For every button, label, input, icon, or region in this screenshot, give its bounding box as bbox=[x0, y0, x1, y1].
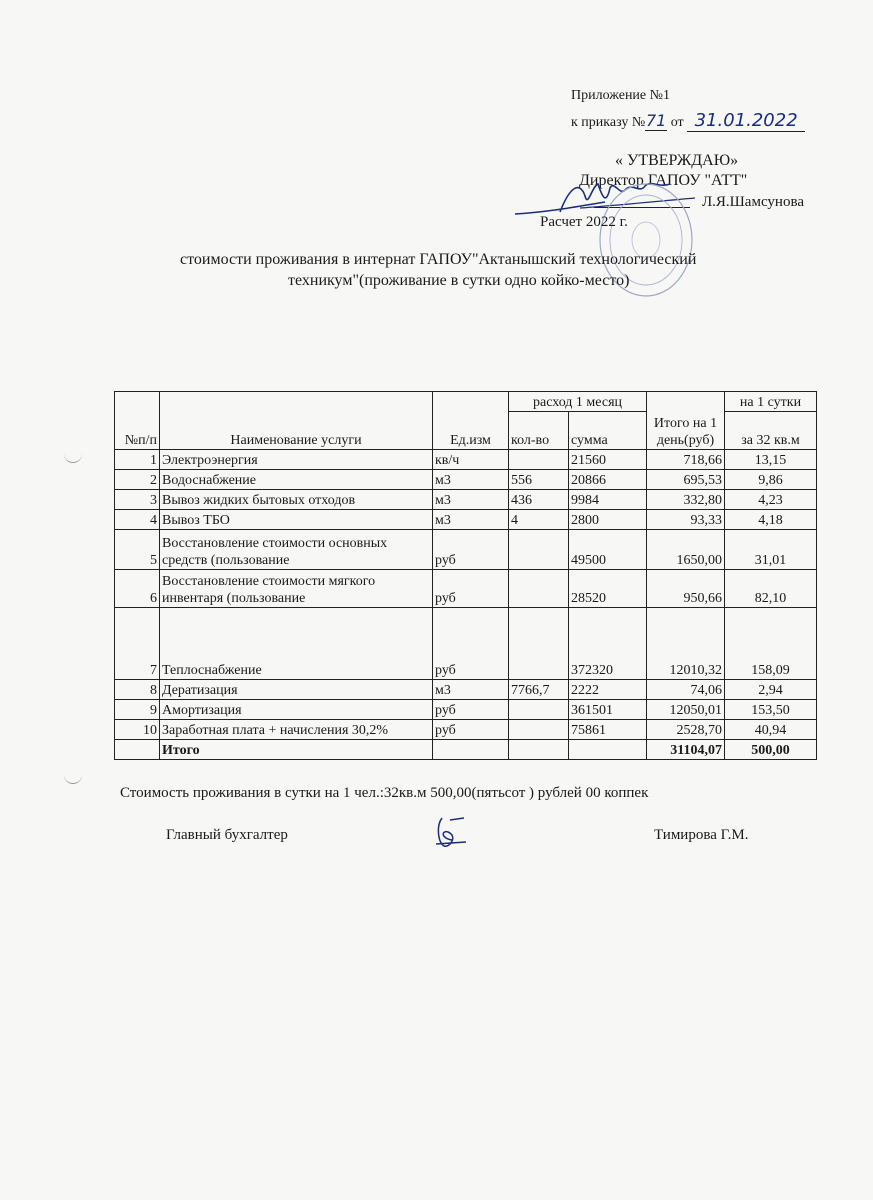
header-num: №п/п bbox=[115, 392, 160, 450]
row-service: Вывоз жидких бытовых отходов bbox=[160, 490, 433, 510]
row-service: Теплоснабжение bbox=[160, 608, 433, 680]
header-service-name: Наименование услуги bbox=[160, 392, 433, 450]
total-empty bbox=[433, 740, 509, 760]
order-prefix: к приказу № bbox=[571, 115, 646, 130]
table-row bbox=[115, 720, 817, 740]
row-sum: 361501 bbox=[569, 700, 647, 720]
row-per: 13,15 bbox=[725, 450, 817, 470]
table-row bbox=[115, 700, 817, 720]
row-unit: руб bbox=[433, 700, 509, 720]
cost-summary-line: Стоимость проживания в сутки на 1 чел.:32кв.м 500,00(пятьсот ) рублей 00 коппек bbox=[120, 785, 649, 801]
row-sum: 9984 bbox=[569, 490, 647, 510]
row-day: 74,06 bbox=[647, 680, 725, 700]
row-service: Заработная плата + начисления 30,2% bbox=[160, 720, 433, 740]
punch-hole-mark bbox=[64, 773, 82, 784]
header-qty: кол-во bbox=[509, 412, 569, 450]
accountant-signature bbox=[430, 812, 470, 852]
row-sum: 2222 bbox=[569, 680, 647, 700]
order-from: от bbox=[670, 115, 684, 130]
table-row bbox=[115, 680, 817, 700]
row-qty bbox=[509, 530, 569, 570]
row-day: 93,33 bbox=[647, 510, 725, 530]
row-service: Водоснабжение bbox=[160, 470, 433, 490]
row-service: Дератизация bbox=[160, 680, 433, 700]
row-unit: м3 bbox=[433, 470, 509, 490]
calculation-year-title: Расчет 2022 г. bbox=[540, 214, 628, 230]
row-qty: 4 bbox=[509, 510, 569, 530]
row-service: Электроэнергия bbox=[160, 450, 433, 470]
row-number: 9 bbox=[115, 700, 160, 720]
total-label: Итого bbox=[160, 740, 433, 760]
header-day-group: на 1 сутки bbox=[725, 392, 817, 412]
row-unit: руб bbox=[433, 570, 509, 608]
table-row bbox=[115, 470, 817, 490]
order-number: 71 bbox=[646, 111, 667, 130]
table-row bbox=[115, 450, 817, 470]
row-number: 6 bbox=[115, 570, 160, 608]
row-qty: 436 bbox=[509, 490, 569, 510]
order-date: 31.01.2022 bbox=[687, 110, 805, 132]
row-unit: м3 bbox=[433, 510, 509, 530]
row-per: 4,23 bbox=[725, 490, 817, 510]
row-number: 3 bbox=[115, 490, 160, 510]
row-day: 1650,00 bbox=[647, 530, 725, 570]
row-service: Восстановление стоимости основных средств (пользование bbox=[160, 530, 433, 570]
row-day: 950,66 bbox=[647, 570, 725, 608]
total-empty bbox=[115, 740, 160, 760]
row-unit: кв/ч bbox=[433, 450, 509, 470]
calculation-title-line2: техникум"(проживание в сутки одно койко-место) bbox=[288, 272, 630, 289]
row-per: 82,10 bbox=[725, 570, 817, 608]
row-unit: м3 bbox=[433, 490, 509, 510]
accountant-name: Тимирова Г.М. bbox=[654, 827, 749, 843]
total-empty bbox=[569, 740, 647, 760]
row-number: 8 bbox=[115, 680, 160, 700]
row-per: 4,18 bbox=[725, 510, 817, 530]
row-unit: руб bbox=[433, 530, 509, 570]
row-per: 9,86 bbox=[725, 470, 817, 490]
row-day: 12010,32 bbox=[647, 608, 725, 680]
row-per: 31,01 bbox=[725, 530, 817, 570]
row-sum: 21560 bbox=[569, 450, 647, 470]
row-sum: 20866 bbox=[569, 470, 647, 490]
row-number: 7 bbox=[115, 608, 160, 680]
row-day: 2528,70 bbox=[647, 720, 725, 740]
row-number: 4 bbox=[115, 510, 160, 530]
row-service: Амортизация bbox=[160, 700, 433, 720]
row-sum: 49500 bbox=[569, 530, 647, 570]
director-name: Л.Я.Шамсунова bbox=[702, 194, 804, 210]
row-qty: 556 bbox=[509, 470, 569, 490]
punch-hole-mark bbox=[64, 452, 82, 463]
row-sum: 372320 bbox=[569, 608, 647, 680]
row-unit: руб bbox=[433, 720, 509, 740]
row-day: 332,80 bbox=[647, 490, 725, 510]
cost-calculation-table bbox=[114, 391, 817, 760]
row-per: 158,09 bbox=[725, 608, 817, 680]
accountant-title: Главный бухгалтер bbox=[166, 827, 288, 843]
header-sum: сумма bbox=[569, 412, 647, 450]
total-row bbox=[115, 740, 817, 760]
row-qty bbox=[509, 450, 569, 470]
row-qty bbox=[509, 720, 569, 740]
header-per-32: за 32 кв.м bbox=[725, 412, 817, 450]
row-per: 153,50 bbox=[725, 700, 817, 720]
row-number: 10 bbox=[115, 720, 160, 740]
table-row bbox=[115, 530, 817, 570]
order-line bbox=[571, 110, 805, 132]
row-number: 2 bbox=[115, 470, 160, 490]
row-sum: 75861 bbox=[569, 720, 647, 740]
header-month-group: расход 1 месяц bbox=[509, 392, 647, 412]
row-number: 5 bbox=[115, 530, 160, 570]
row-sum: 2800 bbox=[569, 510, 647, 530]
director-title: Директор ГАПОУ "АТТ" bbox=[579, 172, 748, 189]
approve-label: « УТВЕРЖДАЮ» bbox=[615, 152, 739, 169]
table-row bbox=[115, 608, 817, 680]
row-per: 40,94 bbox=[725, 720, 817, 740]
row-unit: руб bbox=[433, 608, 509, 680]
row-day: 12050,01 bbox=[647, 700, 725, 720]
table-row bbox=[115, 510, 817, 530]
row-service: Вывоз ТБО bbox=[160, 510, 433, 530]
row-service: Восстановление стоимости мягкого инвентаря (пользование bbox=[160, 570, 433, 608]
row-sum: 28520 bbox=[569, 570, 647, 608]
total-day: 31104,07 bbox=[647, 740, 725, 760]
appendix-label: Приложение №1 bbox=[571, 88, 670, 103]
total-empty bbox=[509, 740, 569, 760]
row-number: 1 bbox=[115, 450, 160, 470]
total-per: 500,00 bbox=[725, 740, 817, 760]
row-qty: 7766,7 bbox=[509, 680, 569, 700]
table-row bbox=[115, 490, 817, 510]
header-unit: Ед.изм bbox=[433, 392, 509, 450]
row-day: 695,53 bbox=[647, 470, 725, 490]
row-day: 718,66 bbox=[647, 450, 725, 470]
row-unit: м3 bbox=[433, 680, 509, 700]
calculation-title-line1: стоимости проживания в интернат ГАПОУ"Актанышский технологический bbox=[180, 251, 697, 268]
row-qty bbox=[509, 570, 569, 608]
row-qty bbox=[509, 700, 569, 720]
row-qty bbox=[509, 608, 569, 680]
header-total-per-day: Итого на 1 день(руб) bbox=[647, 392, 725, 450]
table-row bbox=[115, 570, 817, 608]
row-per: 2,94 bbox=[725, 680, 817, 700]
